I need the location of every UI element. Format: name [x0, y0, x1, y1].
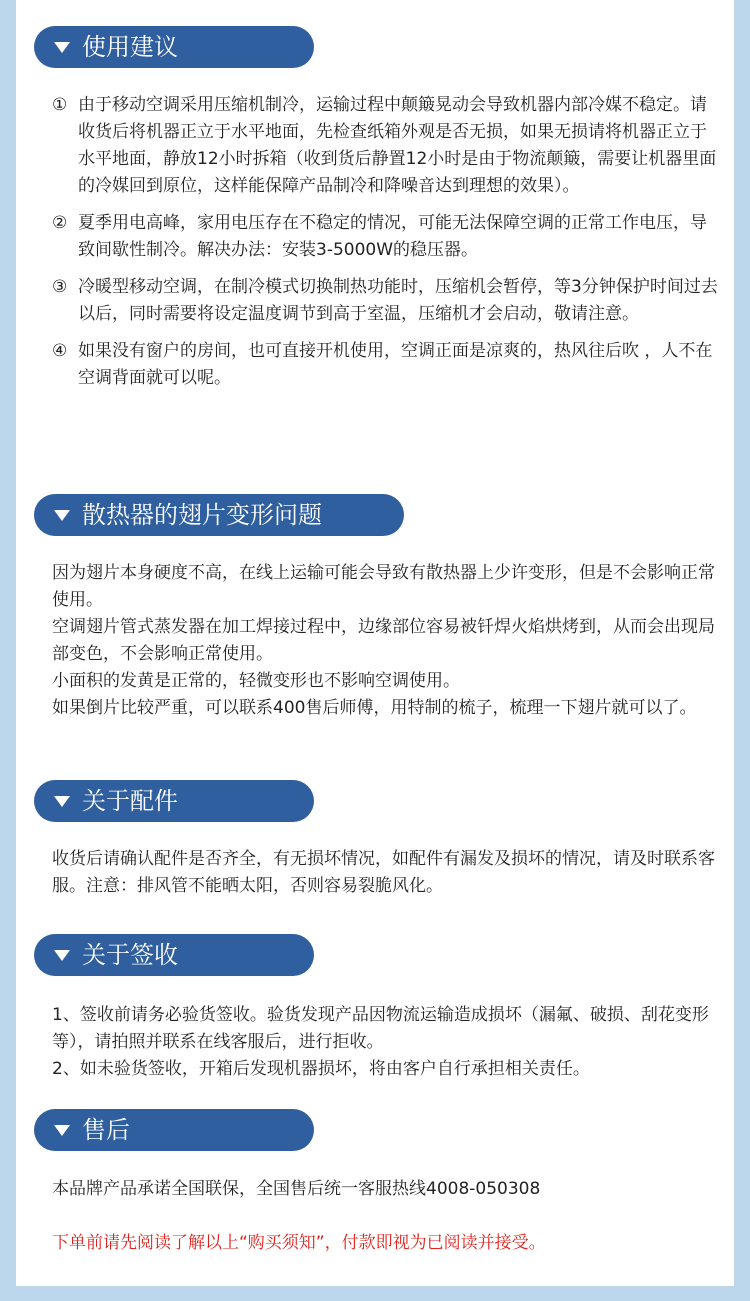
list-item [52, 210, 722, 264]
item-text: 冷暖型移动空调，在制冷模式切换制热功能时，压缩机会暂停，等3分钟保护时间过去以后，同时需要将设定温度调节到高于室温，压缩机才会启动，敬请注意。 [78, 277, 718, 324]
paragraph: 收货后请确认配件是否齐全，有无损坏情况，如配件有漏发及损坏的情况，请及时联系客服。注意：排风管不能晒太阳，否则容易裂脆风化。 [52, 849, 715, 896]
item-number: ② [52, 213, 68, 233]
receipt-text [52, 1002, 722, 1083]
item-number: ③ [52, 277, 68, 297]
hotline-text: 本品牌产品承诺全国联保，全国售后统一客服热线4008-050308 [52, 1179, 541, 1199]
accessories-text [52, 846, 722, 900]
usage-list [52, 92, 722, 402]
section-header-fins [34, 494, 404, 536]
triangle-down-icon [54, 510, 70, 521]
section-header-receipt [34, 934, 314, 976]
notice-text: 下单前请先阅读了解以上“购买须知”，付款即视为已阅读并接受。 [52, 1233, 546, 1253]
paragraph: 小面积的发黄是正常的，轻微变形也不影响空调使用。 [52, 671, 460, 691]
triangle-down-icon [54, 950, 70, 961]
list-item [52, 92, 722, 200]
triangle-down-icon [54, 796, 70, 807]
paragraph: 2、如未验货签收，开箱后发现机器损坏，将由客户自行承担相关责任。 [52, 1059, 590, 1079]
section-title: 使用建议 [82, 33, 178, 61]
purchase-notice [52, 1230, 722, 1257]
item-number: ④ [52, 341, 68, 361]
aftersales-text [52, 1176, 722, 1203]
section-title: 关于配件 [82, 787, 178, 815]
item-text: 夏季用电高峰，家用电压存在不稳定的情况，可能无法保障空调的正常工作电压，导致间歇性制冷。解决办法：安装3-5000W的稳压器。 [78, 213, 707, 260]
paragraph: 1、签收前请务必验货签收。验货发现产品因物流运输造成损坏（漏氟、破损、刮花变形等），请拍照并联系在线客服后，进行拒收。 [52, 1005, 709, 1052]
item-text: 如果没有窗户的房间，也可直接开机使用，空调正面是凉爽的，热风往后吹 ，人不在空调背面就可以呢。 [78, 341, 713, 388]
section-header-usage [34, 26, 314, 68]
paragraph: 因为翅片本身硬度不高，在线上运输可能会导致有散热器上少许变形，但是不会影响正常使用。 [52, 563, 715, 610]
notice-card [16, 0, 734, 1286]
list-item [52, 338, 722, 392]
section-title: 关于签收 [82, 941, 178, 969]
paragraph: 如果倒片比较严重，可以联系400售后师傅，用特制的梳子，梳理一下翅片就可以了。 [52, 698, 697, 718]
list-item [52, 274, 722, 328]
section-title: 散热器的翅片变形问题 [82, 501, 322, 529]
item-number: ① [52, 95, 68, 115]
section-header-accessories [34, 780, 314, 822]
paragraph: 空调翅片管式蒸发器在加工焊接过程中，边缘部位容易被钎焊火焰烘烤到，从而会出现局部变色，不会影响正常使用。 [52, 617, 715, 664]
section-title: 售后 [82, 1116, 130, 1144]
triangle-down-icon [54, 42, 70, 53]
fins-text [52, 560, 722, 722]
section-header-aftersales [34, 1109, 314, 1151]
triangle-down-icon [54, 1125, 70, 1136]
item-text: 由于移动空调采用压缩机制冷，运输过程中颠簸晃动会导致机器内部冷媒不稳定。请收货后将机器正立于水平地面，先检查纸箱外观是否无损，如果无损请将机器正立于水平地面，静放12小时拆箱（收到货后静置12小时是由于物流颠簸，需要让机器里面的冷媒回到原位，这样能保障产品制冷和降噪音达到理想的效果）。 [78, 95, 717, 196]
